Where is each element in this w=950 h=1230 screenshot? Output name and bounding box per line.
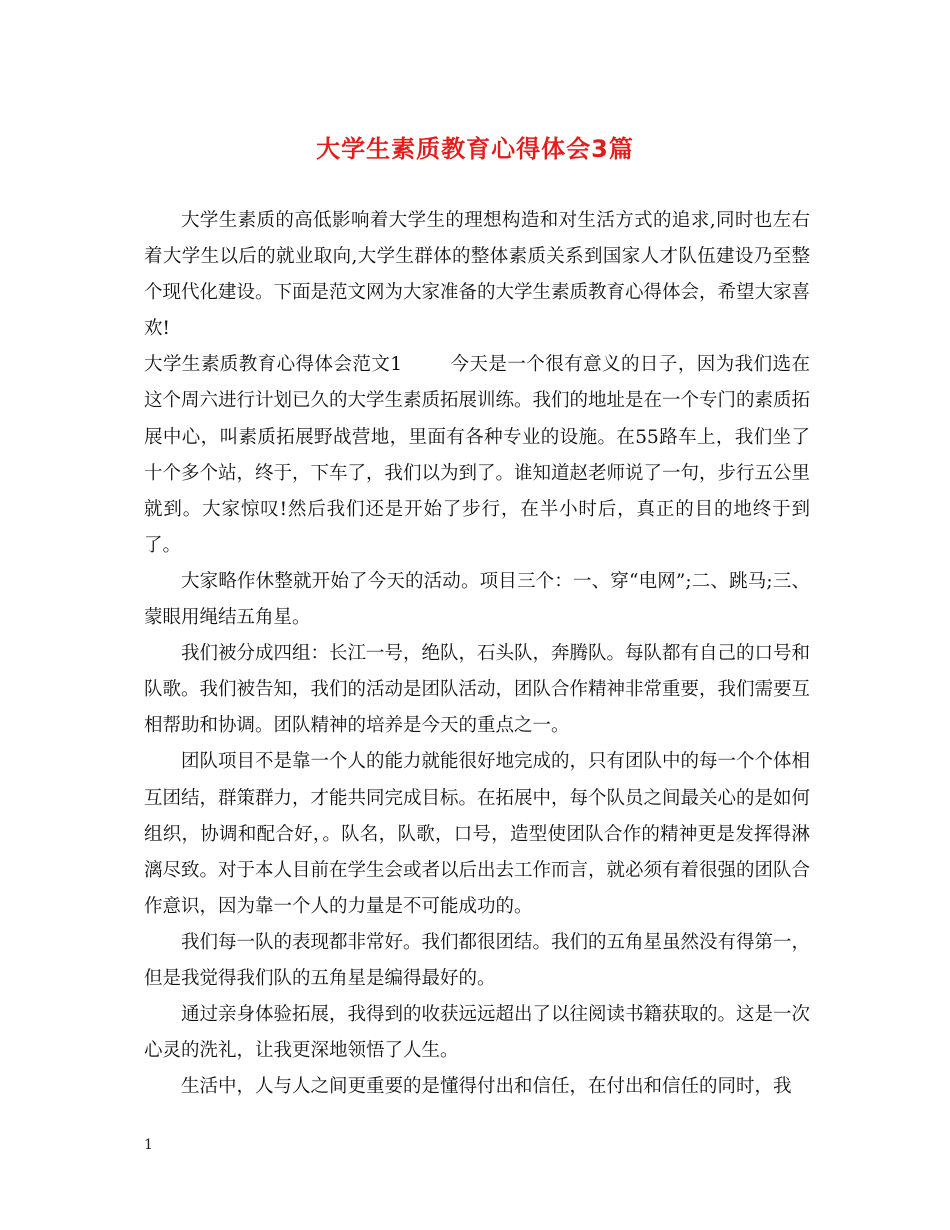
- intro-paragraph: 大学生素质的高低影响着大学生的理想构造和对生活方式的追求,同时也左右着大学生以后的就业取向,大学生群体的整体素质关系到国家人才队伍建设乃至整个现代化建设。下面是范文网为大家准备的大学生素质教育心得体会，希望大家喜欢!: [144, 210, 811, 340]
- section-first-paragraph-text: 今天是一个很有意义的日子，因为我们选在这个周六进行计划已久的大学生素质拓展训练。我们的地址是在一个专门的素质拓展中心，叫素质拓展野战营地，里面有各种专业的设施。在55路车上，我们坐了十个多个站，终于，下车了，我们以为到了。谁知道赵老师说了一句，步行五公里就到。大家惊叹!然后我们还是开始了步行，在半小时后，真正的目的地终于到了。: [144, 354, 811, 556]
- body-paragraph: 我们每一队的表现都非常好。我们都很团结。我们的五角星虽然没有得第一，但是我觉得我们队的五角星是编得最好的。: [144, 931, 811, 989]
- document-body: [144, 203, 810, 1105]
- section-paragraph: [144, 347, 810, 564]
- body-paragraph: 生活中，人与人之间更重要的是懂得付出和信任，在付出和信任的同时，我: [181, 1076, 792, 1098]
- page-number: 1: [144, 1137, 153, 1153]
- body-paragraph: 通过亲身体验拓展，我得到的收获远远超出了以往阅读书籍获取的。这是一次心灵的洗礼，让我更深地领悟了人生。: [144, 1004, 811, 1062]
- body-paragraph: 大家略作休整就开始了今天的活动。项目三个：一、穿“电网”;二、跳马;三、蒙眼用绳结五角星。: [144, 570, 810, 629]
- body-paragraph: 团队项目不是靠一个人的能力就能很好地完成的，只有团队中的每一个个体相互团结，群策群力，才能共同完成目标。在拓展中，每个队员之间最关心的是如何组织，协调和配合好，。队名，队歌，口号，造型使团队合作的精神更是发挥得淋漓尽致。对于本人目前在学生会或者以后出去工作而言，就必须有着很强的团队合作意识，因为靠一个人的力量是不可能成功的。: [144, 751, 811, 917]
- document-title: 大学生素质教育心得体会3篇: [316, 135, 634, 163]
- body-paragraph: 我们被分成四组：长江一号，绝队，石头队，奔腾队。每队都有自己的口号和队歌。我们被告知，我们的活动是团队活动，团队合作精神非常重要，我们需要互相帮助和协调。团队精神的培养是今天的重点之一。: [144, 643, 811, 737]
- section-heading: 大学生素质教育心得体会范文1: [144, 354, 403, 376]
